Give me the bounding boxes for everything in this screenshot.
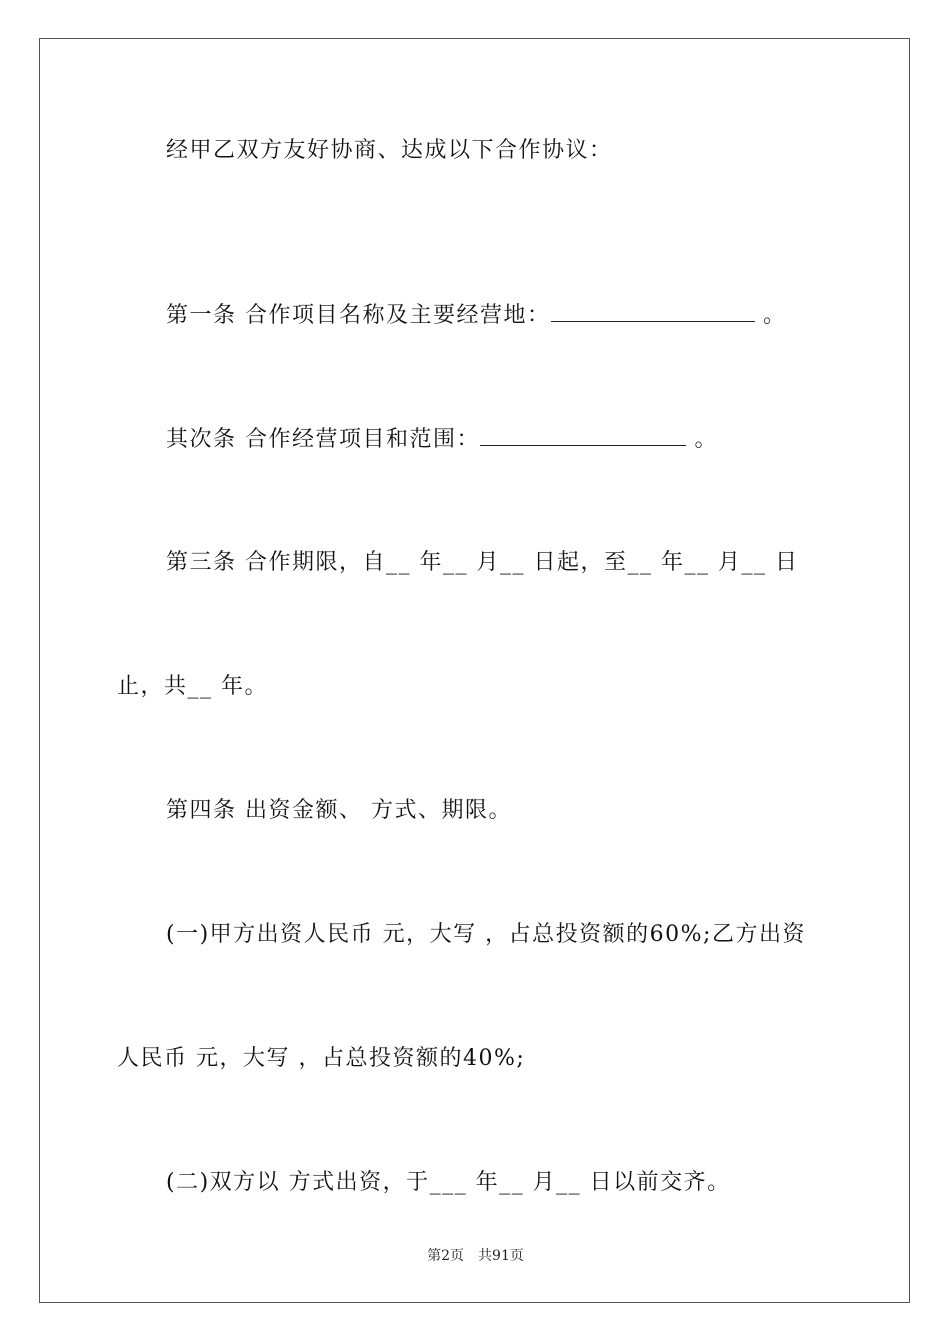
- article-2-text: 其次条 合作经营项目和范围：: [166, 427, 480, 452]
- article-2-end: 。: [686, 427, 718, 452]
- article-2: [40, 425, 950, 454]
- article-4-heading: 第四条 出资金额、 方式、期限。: [166, 798, 512, 823]
- page-footer: [40, 1245, 911, 1265]
- document-page: [39, 38, 910, 1303]
- page-number: 第2页: [427, 1248, 465, 1264]
- paragraph-intro: 经甲乙双方友好协商、达成以下合作协议：: [166, 138, 613, 163]
- article-1-text: 第一条 合作项目名称及主要经营地：: [166, 303, 551, 328]
- page-total: 共91页: [478, 1248, 524, 1264]
- article-4-item-2: (二)双方以 方式出资，于___ 年__ 月__ 日以前交齐。: [166, 1170, 731, 1195]
- article-3-line-1: 第三条 合作期限，自__ 年__ 月__ 日起，至__ 年__ 月__ 日: [166, 550, 799, 575]
- article-1: [40, 301, 950, 330]
- article-4-item-1-line-1: (一)甲方出资人民币 元，大写 ，占总投资额的60%;乙方出资: [166, 922, 806, 947]
- article-1-blank: [551, 301, 755, 322]
- article-3-line-2: 止，共__ 年。: [117, 674, 268, 699]
- article-4-item-1-line-2: 人民币 元，大写 ，占总投资额的40%;: [117, 1046, 526, 1071]
- article-1-end: 。: [754, 303, 787, 328]
- article-2-blank: [480, 425, 686, 446]
